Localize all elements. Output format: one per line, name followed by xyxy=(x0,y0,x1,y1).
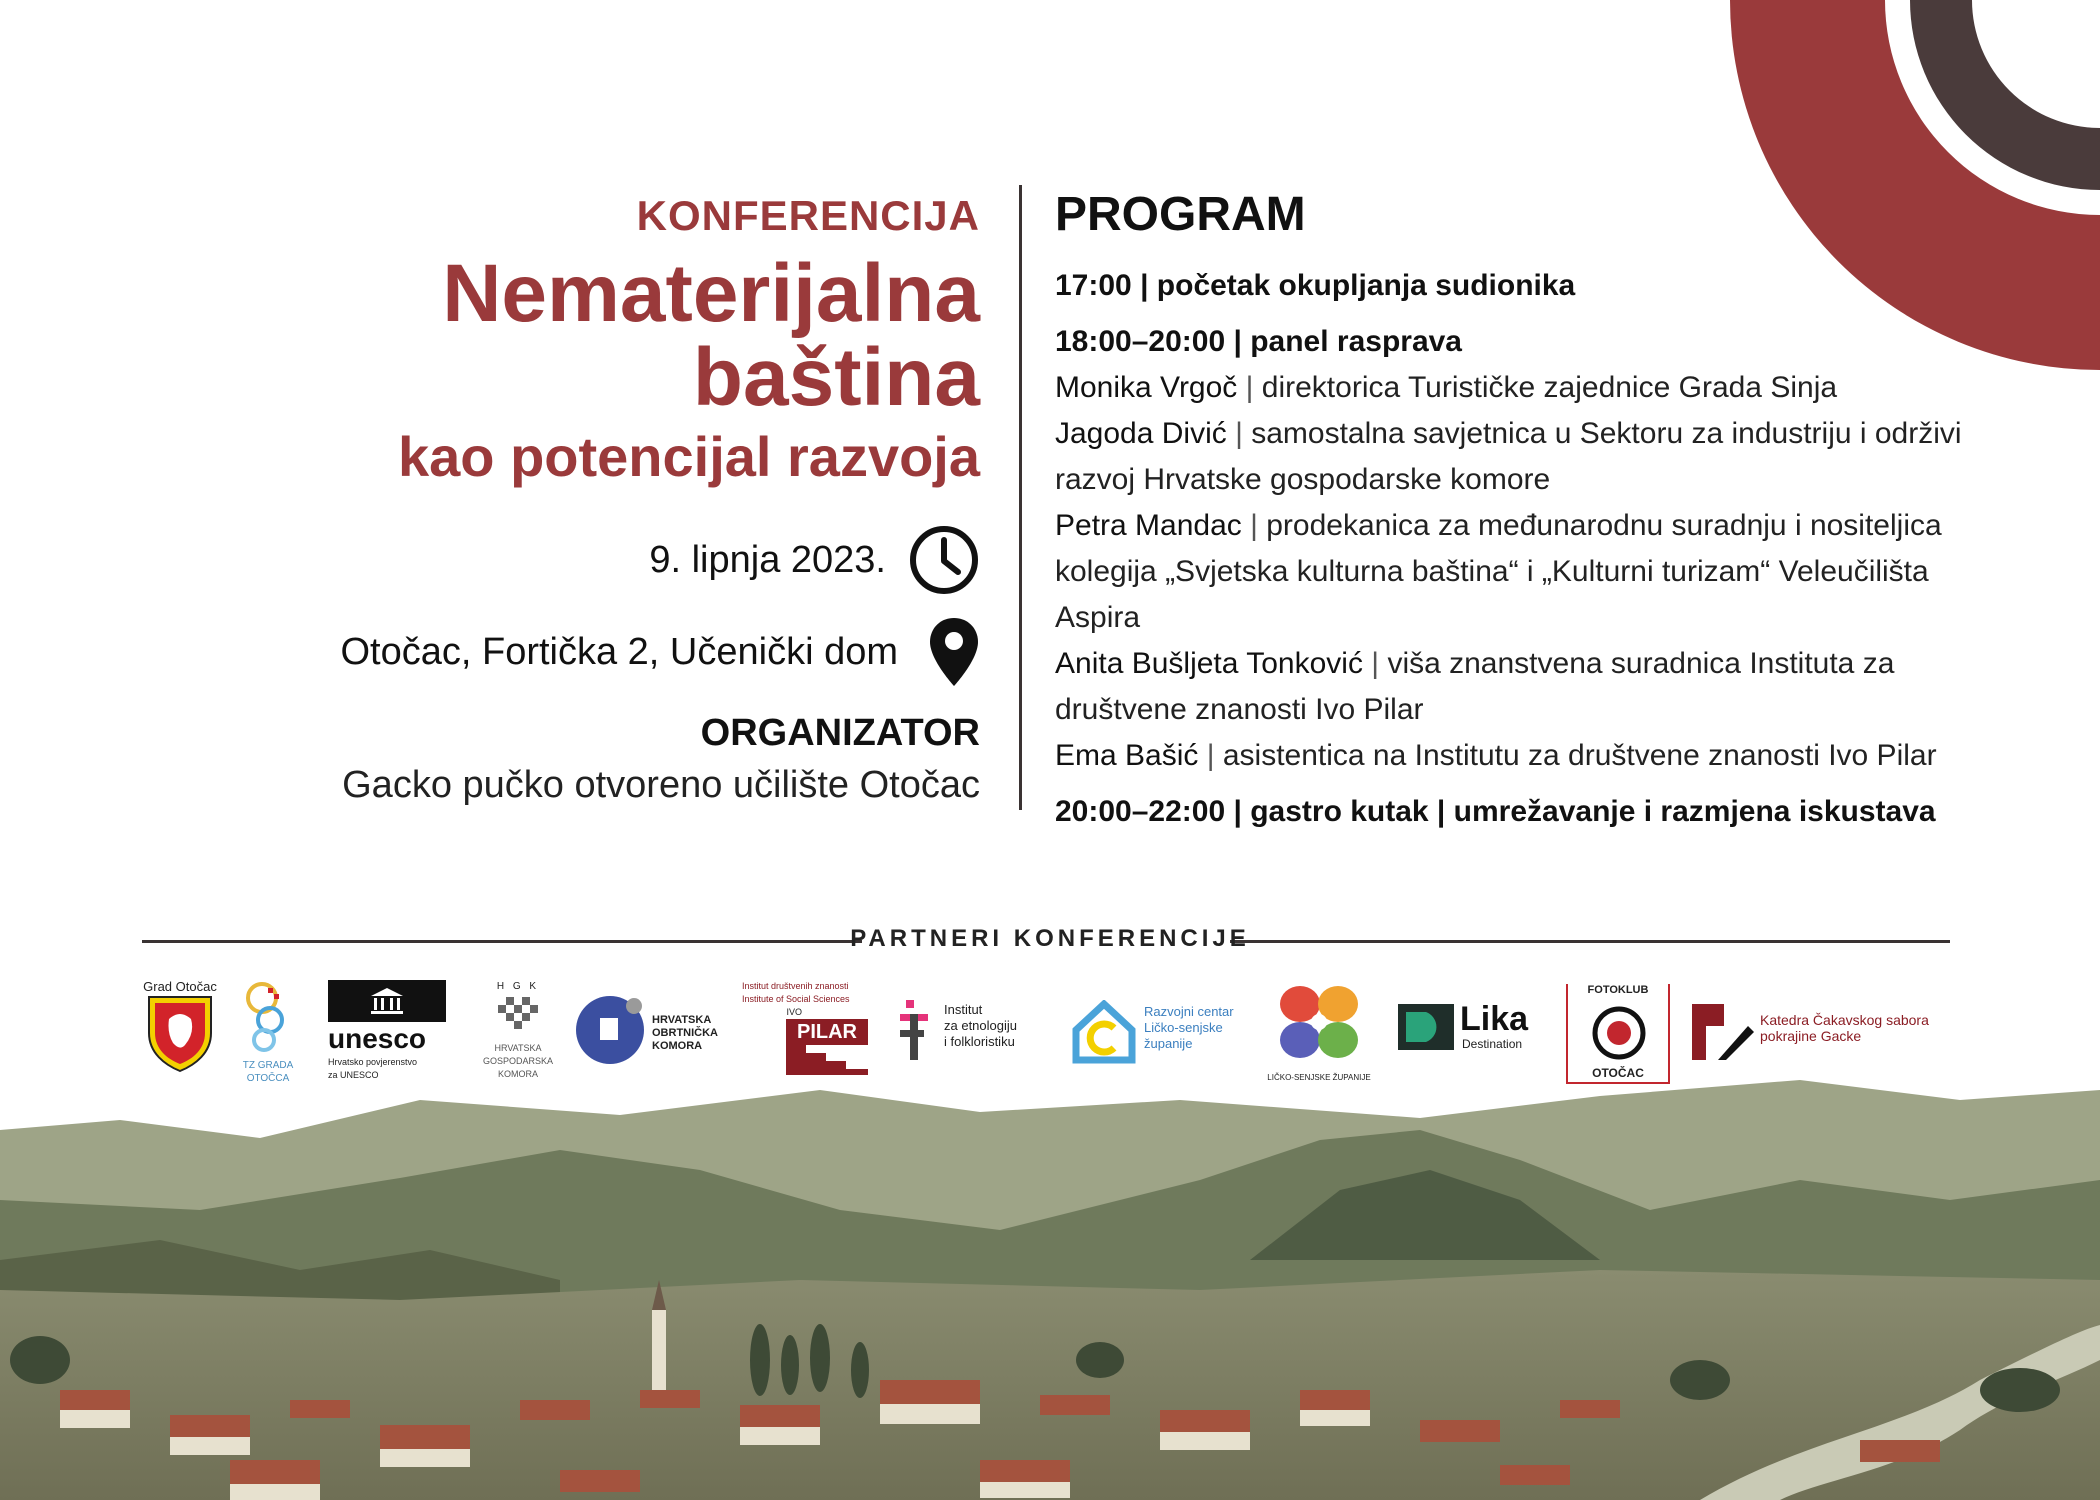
katedra-mark-icon xyxy=(1692,1004,1754,1060)
program-title: PROGRAM xyxy=(1055,188,1306,241)
speaker-item: Ema Bašić | asistentica na Institutu za društvene znanosti Ivo Pilar xyxy=(1055,739,1937,772)
speaker-name: Anita Bušljeta Tonković xyxy=(1055,647,1363,680)
logo-katedra-cakavskog-sabora: Katedra Čakavskog sabora pokrajine Gacke xyxy=(1692,1004,1952,1114)
logo-ivo-pilar: Institut društvenih znanosti Institute of Social Sciences IVO PILAR xyxy=(742,980,882,1090)
speaker-name: Monika Vrgoč xyxy=(1055,371,1238,404)
program-panel: 18:00–20:00 | panel rasprava xyxy=(1055,325,1462,358)
unesco-temple-icon xyxy=(328,980,446,1022)
house-icon xyxy=(1072,1000,1136,1064)
speaker-role: samostalna savjetnica u Sektoru za industriju i održivi razvoj Hrvatske gospodarske komore xyxy=(1055,417,1962,496)
logo-lika-destination: Lika Destination xyxy=(1398,1004,1538,1114)
lika-icon xyxy=(1398,1004,1454,1050)
butterfly-icon xyxy=(1274,980,1364,1066)
map-pin-icon xyxy=(928,616,980,688)
partners-label: PARTNERI KONFERENCIJE xyxy=(850,925,1250,952)
event-date-row xyxy=(649,520,980,600)
speaker-name: Jagoda Divić xyxy=(1055,417,1227,450)
speaker-role: prodekanica za međunarodnu suradnju i nositeljica kolegija „Svjetska kulturna baština“ i „Kulturni turizam“ Veleučilišta Aspira xyxy=(1055,509,1942,634)
checkerboard-icon xyxy=(498,993,538,1037)
logo-unesco: unesco Hrvatsko povjerenstvo za UNESCO xyxy=(328,980,448,1090)
column-divider xyxy=(1019,185,1022,810)
program-column xyxy=(1055,185,2015,835)
logo-tz-grada-otocca: TZ GRADA OTOČCA xyxy=(238,980,298,1090)
logo-ief: Institut za etnologiju i folkloristiku xyxy=(900,1000,1030,1110)
event-date: 9. lipnja 2023. xyxy=(649,538,886,581)
speaker-item: Anita Bušljeta Tonković | viša znanstvena suradnica Instituta za društvene znanosti Ivo Pilar xyxy=(1055,647,1895,726)
conference-subtitle: kao potencijal razvoja xyxy=(398,425,980,488)
tz-otocac-icon xyxy=(238,980,294,1054)
speaker-name: Petra Mandac xyxy=(1055,509,1242,542)
organizer-label: ORGANIZATOR xyxy=(700,712,980,754)
logo-razvojni-centar: Razvojni centar Ličko-senjske županije xyxy=(1072,1000,1252,1110)
speaker-name: Ema Bašić xyxy=(1055,739,1199,772)
conference-kicker: KONFERENCIJA xyxy=(636,192,980,239)
logo-grad-otocac: Grad Otočac xyxy=(140,980,220,1090)
speaker-role: direktorica Turističke zajednice Grada Sinja xyxy=(1261,371,1838,404)
logo-hok: HRVATSKA OBRTNIČKA KOMORA xyxy=(574,994,734,1104)
program-end: 20:00–22:00 | gastro kutak | umrežavanje i razmjena iskustava xyxy=(1055,795,1936,828)
speaker-item: Monika Vrgoč | direktorica Turističke zajednice Grada Sinja xyxy=(1055,371,1838,404)
speaker-item: Petra Mandac | prodekanica za međunarodnu suradnju i nositeljica kolegija „Svjetska kulturna baština“ i „Kulturni turizam“ Veleučilišta Aspira xyxy=(1055,509,1942,634)
logo-tz-licko-senjske: LIČKO-SENJSKE ŽUPANIJE xyxy=(1264,980,1374,1090)
speaker-item: Jagoda Divić | samostalna savjetnica u Sektoru za industriju i održivi razvoj Hrvatske gospodarske komore xyxy=(1055,417,1962,496)
conference-title-line1: Nematerijalna xyxy=(442,248,980,339)
camera-aperture-icon xyxy=(1592,1006,1646,1060)
logo-fotoklub-otocac: FOTOKLUB OTOČAC xyxy=(1566,984,1670,1094)
speaker-role: viša znanstvena suradnica Instituta za društvene znanosti Ivo Pilar xyxy=(1055,647,1895,726)
event-location-row xyxy=(340,612,980,692)
organizer-name: Gacko pučko otvoreno učilište Otočac xyxy=(342,764,980,806)
landscape-illustration xyxy=(0,1060,2100,1500)
clock-icon xyxy=(908,524,980,596)
conference-title-line2: baština xyxy=(692,332,980,423)
logo-hgk: H G K HRVATSKA GOSPODARSKA KOMORA xyxy=(482,981,554,1079)
speaker-role: asistentica na Institutu za društvene znanosti Ivo Pilar xyxy=(1222,739,1937,772)
event-location: Otočac, Fortička 2, Učenički dom xyxy=(340,630,898,673)
hok-circle-icon xyxy=(574,994,646,1066)
ief-icon xyxy=(900,1000,940,1060)
program-start: 17:00 | početak okupljanja sudionika xyxy=(1055,269,1576,302)
